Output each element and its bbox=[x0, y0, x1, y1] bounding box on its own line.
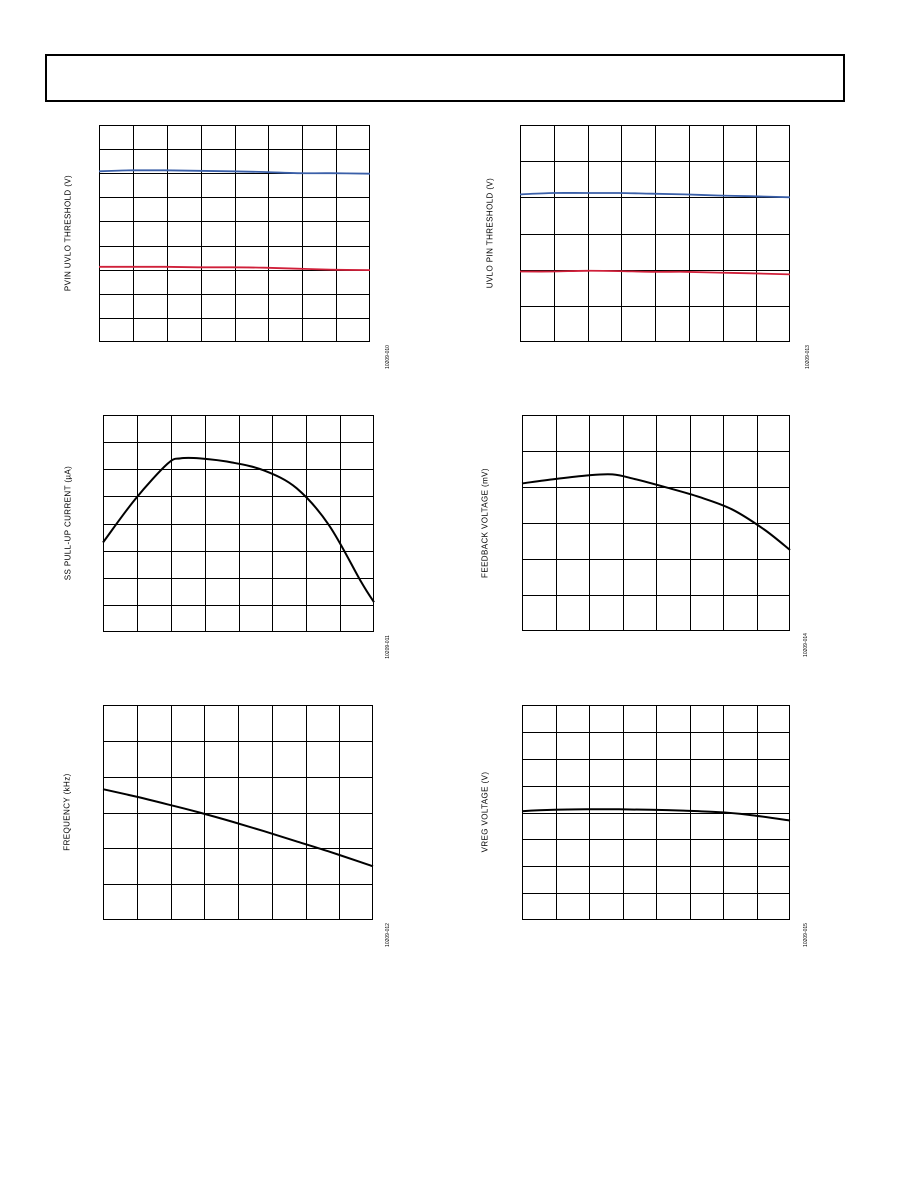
chart-uvlo-pin-ylabel: UVLO PIN THRESHOLD (V) bbox=[485, 177, 495, 289]
chart-ss-pullup-fig-id: 10209-011 bbox=[385, 635, 391, 659]
chart-pvin-uvlo bbox=[63, 125, 391, 369]
chart-frequency-fig-id: 10209-012 bbox=[385, 923, 391, 947]
chart-vreg-voltage-svg bbox=[522, 705, 790, 920]
chart-uvlo-pin bbox=[485, 125, 811, 369]
pvin-uvlo-series-line-1 bbox=[99, 267, 370, 270]
chart-pvin-uvlo-fig-id: 10209-010 bbox=[385, 345, 391, 369]
chart-vreg-voltage-ylabel: VREG VOLTAGE (V) bbox=[480, 771, 490, 853]
chart-feedback-voltage bbox=[480, 415, 809, 657]
header-box bbox=[45, 54, 845, 102]
chart-feedback-voltage-ylabel: FEEDBACK VOLTAGE (mV) bbox=[480, 468, 490, 578]
chart-uvlo-pin-fig-id: 10209-013 bbox=[805, 345, 811, 369]
chart-ss-pullup-svg bbox=[103, 415, 374, 632]
pvin-uvlo-plot-frame bbox=[100, 126, 370, 342]
chart-ss-pullup bbox=[63, 415, 391, 659]
chart-feedback-voltage-fig-id: 10209-014 bbox=[803, 633, 809, 657]
chart-frequency-ylabel: FREQUENCY (kHz) bbox=[62, 773, 72, 851]
chart-vreg-voltage bbox=[480, 705, 809, 947]
chart-pvin-uvlo-ylabel: PVIN UVLO THRESHOLD (V) bbox=[63, 174, 73, 292]
chart-feedback-voltage-svg bbox=[522, 415, 790, 631]
chart-vreg-voltage-fig-id: 10209-015 bbox=[803, 923, 809, 947]
chart-ss-pullup-ylabel: SS PULL-UP CURRENT (µA) bbox=[63, 465, 73, 581]
chart-uvlo-pin-svg bbox=[520, 125, 790, 342]
ss-pullup-series-line-0 bbox=[103, 458, 374, 602]
chart-frequency-svg bbox=[103, 705, 373, 920]
chart-pvin-uvlo-svg bbox=[99, 125, 370, 342]
ss-pullup-plot-frame bbox=[104, 416, 374, 632]
chart-frequency bbox=[62, 705, 391, 947]
